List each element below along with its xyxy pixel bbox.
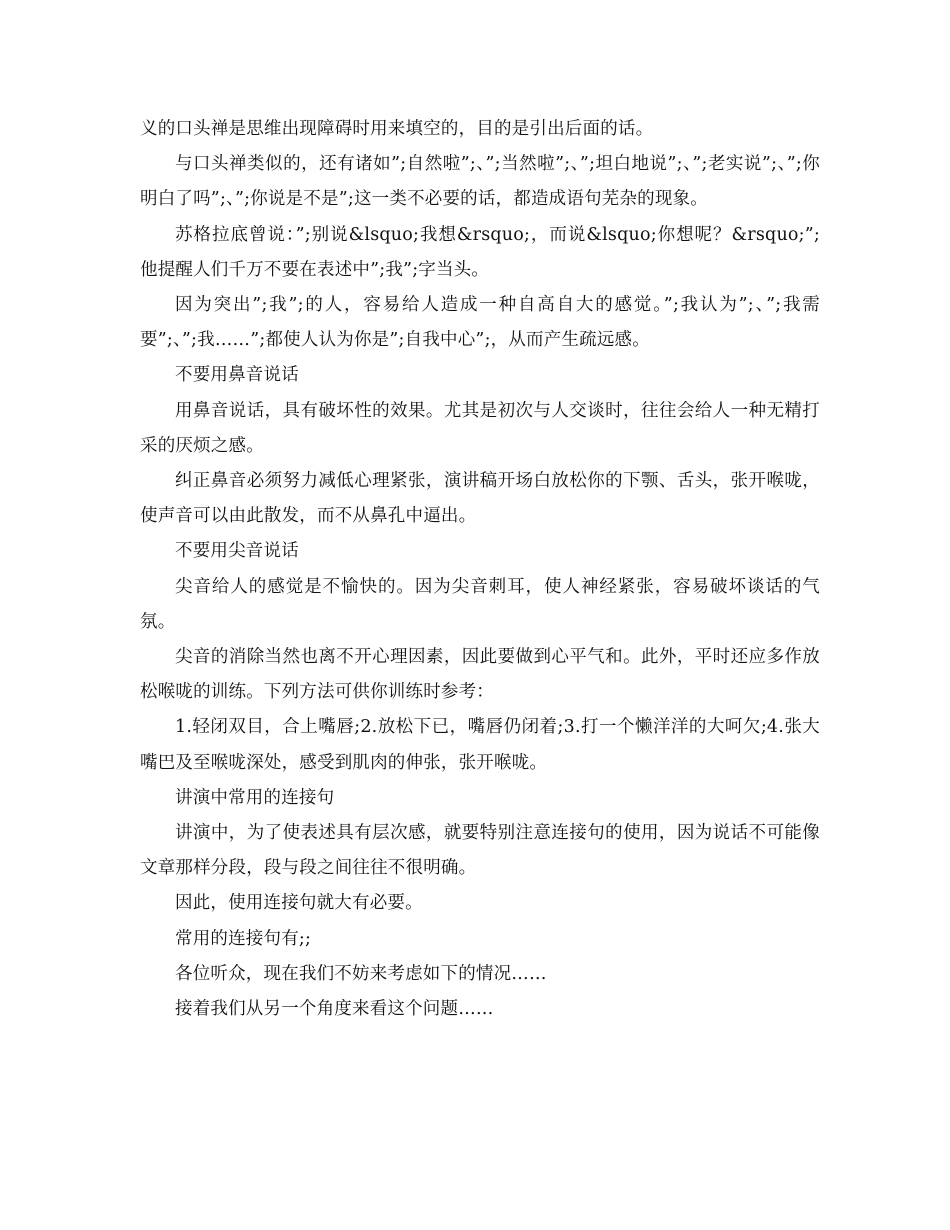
- paragraph-connector-example-2: 接着我们从另一个角度来看这个问题……: [175, 999, 494, 1020]
- paragraph-nasal-correction: 纠正鼻音必须努力减低心理紧张，演讲稿开场白放松你的下颚、舌头，张开喉咙，使声音可以由此散发，而不从鼻孔中逼出。: [140, 471, 820, 527]
- paragraph-socrates-quote: 苏格拉底曾说：”;别说&lsquo;我想&rsquo;，而说&lsquo;你想呢？&rsquo;”;他提醒人们千万不要在表述中”;我”;字当头。: [140, 224, 820, 280]
- paragraph-nasal-effect: 用鼻音说话，具有破坏性的效果。尤其是初次与人交谈时，往往会给人一种无精打采的厌烦之感。: [140, 400, 820, 456]
- section-heading-shrill: 不要用尖音说话: [175, 541, 299, 562]
- paragraph-shrill-effect: 尖音给人的感觉是不愉快的。因为尖音刺耳，使人神经紧张，容易破坏谈话的气氛。: [140, 576, 820, 632]
- section-heading-connectors: 讲演中常用的连接句: [175, 787, 335, 808]
- body-text: [140, 112, 820, 1027]
- paragraph-exercise-steps: 1.轻闭双目，合上嘴唇;2.放松下已，嘴唇仍闭着;3.打一个懒洋洋的大呵欠;4.张大嘴巴及至喉咙深处，感受到肌肉的伸张，张开喉咙。: [140, 717, 820, 773]
- paragraph-connectors-intro: 讲演中，为了使表述具有层次感，就要特别注意连接句的使用，因为说话不可能像文章那样分段，段与段之间往往不很明确。: [140, 823, 820, 879]
- paragraph-connectors-list-intro: 常用的连接句有;;: [175, 928, 312, 949]
- paragraph-self-centered: 因为突出”;我”;的人，容易给人造成一种自高自大的感觉。”;我认为”;、”;我需要”;、”;我……”;都使人认为你是”;自我中心”;，从而产生疏远感。: [140, 295, 820, 351]
- paragraph-connector-example-1: 各位听众，现在我们不妨来考虑如下的情况……: [175, 963, 547, 984]
- paragraph-shrill-correction: 尖音的消除当然也离不开心理因素，因此要做到心平气和。此外，平时还应多作放松喉咙的训练。下列方法可供你训练时参考：: [140, 647, 820, 703]
- paragraph-filler-phrases: 与口头禅类似的，还有诸如”;自然啦”;、”;当然啦”;、”;坦白地说”;、”;老实说”;、”;你明白了吗”;、”;你说是不是”;这一类不必要的话，都造成语句芜杂的现象。: [140, 154, 820, 210]
- paragraph-continuation: 义的口头禅是思维出现障碍时用来填空的，目的是引出后面的话。: [140, 119, 654, 139]
- paragraph-connectors-necessary: 因此，使用连接句就大有必要。: [175, 893, 423, 914]
- section-heading-nasal: 不要用鼻音说话: [175, 365, 299, 386]
